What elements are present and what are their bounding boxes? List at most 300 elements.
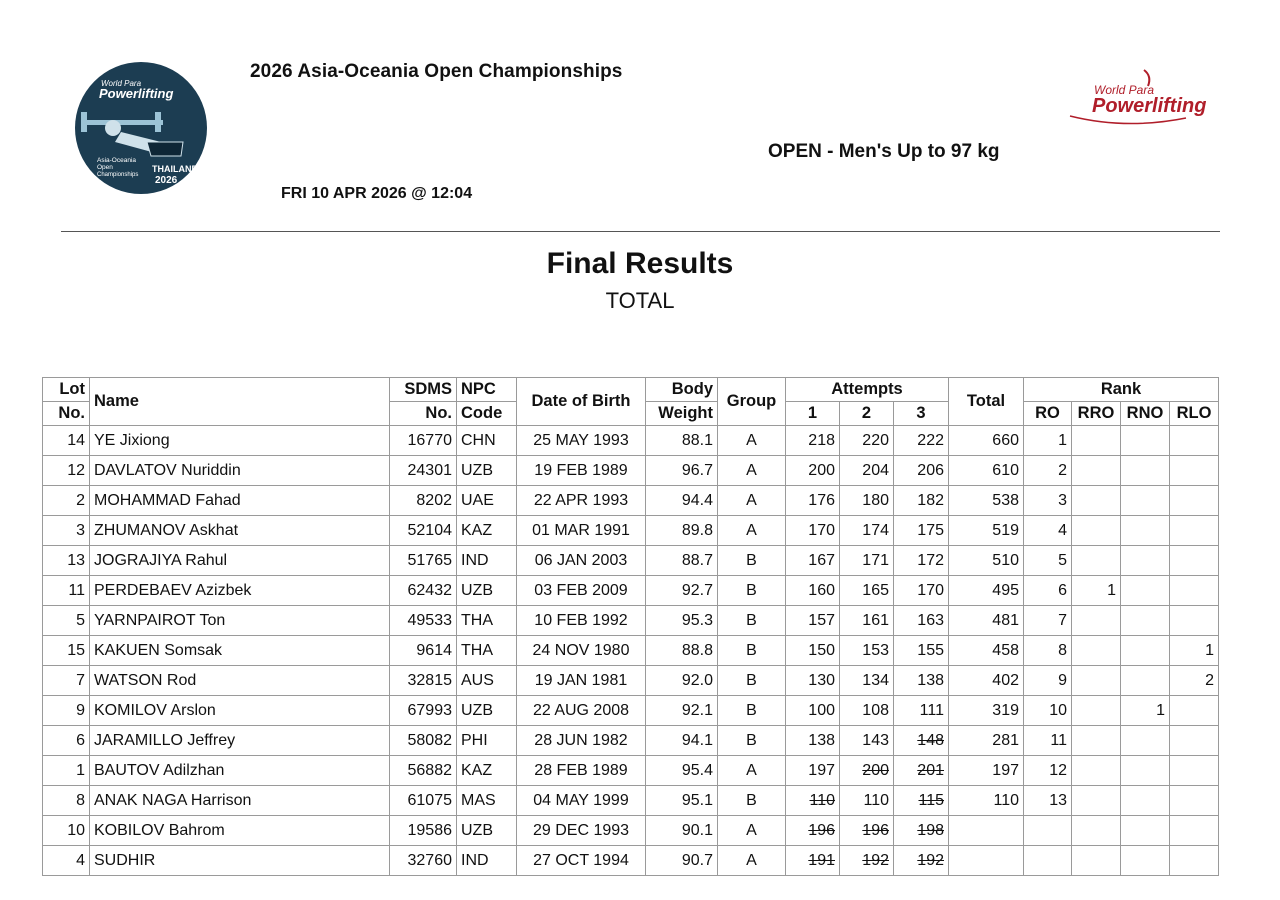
lot-cell: 9 (43, 696, 90, 726)
dob-cell: 04 MAY 1999 (517, 786, 646, 816)
npc-cell: MAS (457, 786, 517, 816)
svg-text:Open: Open (97, 164, 113, 171)
svg-text:Asia-Oceania: Asia-Oceania (97, 157, 137, 164)
rank-rno-cell (1121, 576, 1170, 606)
name-cell: YE Jixiong (90, 426, 390, 456)
rank-ro-cell: 9 (1024, 666, 1072, 696)
attempt1-cell (786, 846, 840, 876)
attempt-value: 111 (919, 701, 944, 719)
col-attempt-2: 2 (840, 402, 894, 426)
lot-cell: 6 (43, 726, 90, 756)
col-sdms-top: SDMS (390, 378, 457, 402)
bw-cell: 88.8 (646, 636, 718, 666)
rank-rno-cell (1121, 786, 1170, 816)
lot-cell: 12 (43, 456, 90, 486)
rank-rno-cell (1121, 666, 1170, 696)
col-sdms-bottom: No. (390, 402, 457, 426)
attempt1-cell (786, 636, 840, 666)
col-name: Name (90, 378, 390, 426)
rank-rno-cell (1121, 426, 1170, 456)
rank-rno-cell (1121, 816, 1170, 846)
rank-rlo-cell (1170, 786, 1219, 816)
attempt-value: 176 (808, 491, 835, 509)
attempt3-cell (894, 456, 949, 486)
table-row (43, 546, 1219, 576)
col-rank-ro: RO (1024, 402, 1072, 426)
name-cell: MOHAMMAD Fahad (90, 486, 390, 516)
rank-rno-cell (1121, 546, 1170, 576)
rank-rlo-cell (1170, 816, 1219, 846)
attempt-value: 130 (808, 671, 835, 689)
attempt3-cell (894, 486, 949, 516)
attempt-value: 196 (808, 821, 835, 839)
col-attempt-1: 1 (786, 402, 840, 426)
attempt-value: 148 (917, 731, 944, 749)
col-rank-rlo: RLO (1170, 402, 1219, 426)
table-row (43, 516, 1219, 546)
attempt1-cell (786, 516, 840, 546)
group-cell: B (718, 636, 786, 666)
name-cell: KOBILOV Bahrom (90, 816, 390, 846)
name-cell: SUDHIR (90, 846, 390, 876)
rank-rro-cell (1072, 726, 1121, 756)
table-row (43, 816, 1219, 846)
attempt1-cell (786, 666, 840, 696)
rank-ro-cell (1024, 816, 1072, 846)
attempt-value: 161 (862, 611, 889, 629)
lot-cell: 14 (43, 426, 90, 456)
attempt2-cell (840, 546, 894, 576)
attempt2-cell (840, 426, 894, 456)
npc-cell: UZB (457, 816, 517, 846)
dob-cell: 22 AUG 2008 (517, 696, 646, 726)
rank-rlo-cell: 1 (1170, 636, 1219, 666)
bw-cell: 88.7 (646, 546, 718, 576)
total-cell (949, 816, 1024, 846)
attempt1-cell (786, 756, 840, 786)
npc-cell: CHN (457, 426, 517, 456)
total-cell: 197 (949, 756, 1024, 786)
col-group: Group (718, 378, 786, 426)
bw-cell: 89.8 (646, 516, 718, 546)
npc-cell: THA (457, 606, 517, 636)
lot-cell: 11 (43, 576, 90, 606)
bw-cell: 88.1 (646, 426, 718, 456)
rank-rro-cell (1072, 696, 1121, 726)
attempt-value: 153 (862, 641, 889, 659)
attempt-value: 170 (808, 521, 835, 539)
name-cell: KAKUEN Somsak (90, 636, 390, 666)
rank-rno-cell: 1 (1121, 696, 1170, 726)
sdms-cell: 62432 (390, 576, 457, 606)
attempt-value: 138 (808, 731, 835, 749)
bw-cell: 96.7 (646, 456, 718, 486)
lot-cell: 4 (43, 846, 90, 876)
header-divider (61, 231, 1220, 232)
attempt-value: 157 (808, 611, 835, 629)
rank-rro-cell (1072, 516, 1121, 546)
name-cell: JOGRAJIYA Rahul (90, 546, 390, 576)
group-cell: A (718, 426, 786, 456)
npc-cell: KAZ (457, 756, 517, 786)
attempt-value: 150 (808, 641, 835, 659)
rank-rno-cell (1121, 516, 1170, 546)
group-cell: A (718, 846, 786, 876)
total-cell: 458 (949, 636, 1024, 666)
rank-rno-cell (1121, 606, 1170, 636)
table-row (43, 786, 1219, 816)
attempt-value: 200 (808, 461, 835, 479)
group-cell: A (718, 456, 786, 486)
attempt2-cell (840, 666, 894, 696)
lot-cell: 1 (43, 756, 90, 786)
attempt2-cell (840, 636, 894, 666)
group-cell: A (718, 516, 786, 546)
attempt-value: 110 (809, 791, 835, 809)
table-row (43, 606, 1219, 636)
sdms-cell: 67993 (390, 696, 457, 726)
dob-cell: 25 MAY 1993 (517, 426, 646, 456)
total-cell: 660 (949, 426, 1024, 456)
attempt-value: 196 (862, 821, 889, 839)
attempt-value: 155 (917, 641, 944, 659)
group-cell: B (718, 546, 786, 576)
group-cell: B (718, 576, 786, 606)
attempt-value: 192 (917, 851, 944, 869)
attempt1-cell (786, 726, 840, 756)
attempt-value: 218 (808, 431, 835, 449)
col-rank-rno: RNO (1121, 402, 1170, 426)
rank-ro-cell: 4 (1024, 516, 1072, 546)
attempt2-cell (840, 696, 894, 726)
npc-cell: KAZ (457, 516, 517, 546)
attempt3-cell (894, 426, 949, 456)
lot-cell: 8 (43, 786, 90, 816)
attempt-value: 175 (917, 521, 944, 539)
sdms-cell: 32815 (390, 666, 457, 696)
name-cell: JARAMILLO Jeffrey (90, 726, 390, 756)
attempt-value: 167 (808, 551, 835, 569)
attempt3-cell (894, 606, 949, 636)
attempt2-cell (840, 516, 894, 546)
npc-cell: UAE (457, 486, 517, 516)
attempt1-cell (786, 546, 840, 576)
lot-cell: 13 (43, 546, 90, 576)
attempt2-cell (840, 816, 894, 846)
attempt3-cell (894, 546, 949, 576)
npc-cell: PHI (457, 726, 517, 756)
attempt-value: 180 (862, 491, 889, 509)
rank-ro-cell: 10 (1024, 696, 1072, 726)
attempt-value: 170 (917, 581, 944, 599)
attempt1-cell (786, 486, 840, 516)
rank-rlo-cell (1170, 726, 1219, 756)
attempt3-cell (894, 696, 949, 726)
total-cell: 481 (949, 606, 1024, 636)
total-cell: 402 (949, 666, 1024, 696)
rank-rlo-cell (1170, 426, 1219, 456)
results-title: Final Results (546, 247, 734, 280)
total-cell: 510 (949, 546, 1024, 576)
attempt-value: 222 (917, 431, 944, 449)
rank-ro-cell: 13 (1024, 786, 1072, 816)
name-cell: ZHUMANOV Askhat (90, 516, 390, 546)
lot-cell: 5 (43, 606, 90, 636)
svg-text:World Para: World Para (1094, 83, 1155, 97)
total-cell: 519 (949, 516, 1024, 546)
dob-cell: 28 JUN 1982 (517, 726, 646, 756)
attempt3-cell (894, 516, 949, 546)
rank-rro-cell: 1 (1072, 576, 1121, 606)
group-cell: A (718, 816, 786, 846)
attempt-value: 138 (917, 671, 944, 689)
sdms-cell: 61075 (390, 786, 457, 816)
attempt2-cell (840, 486, 894, 516)
rank-rno-cell (1121, 636, 1170, 666)
rank-rlo-cell (1170, 696, 1219, 726)
bw-cell: 95.4 (646, 756, 718, 786)
bw-cell: 94.4 (646, 486, 718, 516)
table-row (43, 846, 1219, 876)
rank-rlo-cell (1170, 456, 1219, 486)
total-cell: 538 (949, 486, 1024, 516)
rank-rro-cell (1072, 486, 1121, 516)
attempt2-cell (840, 756, 894, 786)
lot-cell: 3 (43, 516, 90, 546)
name-cell: KOMILOV Arslon (90, 696, 390, 726)
bw-cell: 92.0 (646, 666, 718, 696)
event-title: 2026 Asia-Oceania Open Championships (250, 61, 623, 82)
rank-ro-cell: 2 (1024, 456, 1072, 486)
attempt-value: 100 (808, 701, 835, 719)
svg-text:2026: 2026 (155, 175, 178, 186)
rank-rlo-cell (1170, 546, 1219, 576)
attempt3-cell (894, 726, 949, 756)
total-cell: 319 (949, 696, 1024, 726)
rank-rno-cell (1121, 456, 1170, 486)
attempt1-cell (786, 426, 840, 456)
sdms-cell: 32760 (390, 846, 457, 876)
attempt3-cell (894, 756, 949, 786)
attempt-value: 172 (917, 551, 944, 569)
table-row (43, 666, 1219, 696)
bw-cell: 90.1 (646, 816, 718, 846)
rank-rno-cell (1121, 486, 1170, 516)
svg-text:World Para: World Para (101, 79, 142, 88)
name-cell: PERDEBAEV Azizbek (90, 576, 390, 606)
col-attempts: Attempts (786, 378, 949, 402)
attempt2-cell (840, 846, 894, 876)
total-cell: 495 (949, 576, 1024, 606)
group-cell: B (718, 726, 786, 756)
group-cell: B (718, 786, 786, 816)
table-row (43, 486, 1219, 516)
dob-cell: 24 NOV 1980 (517, 636, 646, 666)
rank-rno-cell (1121, 756, 1170, 786)
rank-rro-cell (1072, 756, 1121, 786)
rank-ro-cell: 1 (1024, 426, 1072, 456)
dob-cell: 22 APR 1993 (517, 486, 646, 516)
name-cell: BAUTOV Adilzhan (90, 756, 390, 786)
rank-rlo-cell (1170, 756, 1219, 786)
rank-rlo-cell (1170, 516, 1219, 546)
dob-cell: 10 FEB 1992 (517, 606, 646, 636)
sdms-cell: 19586 (390, 816, 457, 846)
rank-rlo-cell: 2 (1170, 666, 1219, 696)
name-cell: ANAK NAGA Harrison (90, 786, 390, 816)
group-cell: A (718, 486, 786, 516)
attempt-value: 198 (917, 821, 944, 839)
rank-rro-cell (1072, 456, 1121, 486)
attempt-value: 171 (862, 551, 889, 569)
sdms-cell: 49533 (390, 606, 457, 636)
rank-rno-cell (1121, 846, 1170, 876)
rank-ro-cell (1024, 846, 1072, 876)
attempt-value: 115 (918, 791, 944, 809)
rank-rlo-cell (1170, 846, 1219, 876)
name-cell: YARNPAIROT Ton (90, 606, 390, 636)
bw-cell: 95.1 (646, 786, 718, 816)
sdms-cell: 9614 (390, 636, 457, 666)
dob-cell: 27 OCT 1994 (517, 846, 646, 876)
npc-cell: IND (457, 546, 517, 576)
rank-rro-cell (1072, 546, 1121, 576)
results-body (43, 426, 1219, 876)
dob-cell: 01 MAR 1991 (517, 516, 646, 546)
group-cell: A (718, 756, 786, 786)
col-npc-top: NPC (457, 378, 517, 402)
rank-ro-cell: 5 (1024, 546, 1072, 576)
dob-cell: 03 FEB 2009 (517, 576, 646, 606)
rank-rro-cell (1072, 816, 1121, 846)
svg-text:Powerlifting: Powerlifting (99, 86, 174, 101)
table-row (43, 576, 1219, 606)
attempt3-cell (894, 816, 949, 846)
col-dob: Date of Birth (517, 378, 646, 426)
rank-rro-cell (1072, 606, 1121, 636)
name-cell: DAVLATOV Nuriddin (90, 456, 390, 486)
attempt2-cell (840, 606, 894, 636)
results-table (42, 377, 1219, 876)
col-attempt-3: 3 (894, 402, 949, 426)
weight-category: OPEN - Men's Up to 97 kg (768, 141, 1000, 162)
attempt-value: 108 (862, 701, 889, 719)
col-total: Total (949, 378, 1024, 426)
sdms-cell: 8202 (390, 486, 457, 516)
col-rank: Rank (1024, 378, 1219, 402)
attempt-value: 134 (862, 671, 889, 689)
attempt3-cell (894, 786, 949, 816)
attempt1-cell (786, 786, 840, 816)
attempt-value: 182 (917, 491, 944, 509)
dob-cell: 19 JAN 1981 (517, 666, 646, 696)
attempt2-cell (840, 576, 894, 606)
col-lot-top: Lot (43, 378, 90, 402)
world-para-powerlifting-logo (1066, 60, 1206, 126)
attempt-value: 206 (917, 461, 944, 479)
attempt1-cell (786, 576, 840, 606)
attempt-value: 191 (808, 851, 835, 869)
bw-cell: 92.1 (646, 696, 718, 726)
total-cell (949, 846, 1024, 876)
bw-cell: 95.3 (646, 606, 718, 636)
rank-rro-cell (1072, 666, 1121, 696)
table-row (43, 726, 1219, 756)
svg-text:THAILAND: THAILAND (152, 164, 198, 174)
rank-rlo-cell (1170, 576, 1219, 606)
sdms-cell: 56882 (390, 756, 457, 786)
rank-rlo-cell (1170, 486, 1219, 516)
lot-cell: 7 (43, 666, 90, 696)
attempt2-cell (840, 726, 894, 756)
attempt-value: 143 (862, 731, 889, 749)
sdms-cell: 24301 (390, 456, 457, 486)
sdms-cell: 16770 (390, 426, 457, 456)
col-rank-rro: RRO (1072, 402, 1121, 426)
total-cell: 110 (949, 786, 1024, 816)
sdms-cell: 52104 (390, 516, 457, 546)
attempt3-cell (894, 846, 949, 876)
rank-rro-cell (1072, 636, 1121, 666)
table-row (43, 456, 1219, 486)
rank-ro-cell: 12 (1024, 756, 1072, 786)
rank-ro-cell: 8 (1024, 636, 1072, 666)
attempt1-cell (786, 456, 840, 486)
sdms-cell: 51765 (390, 546, 457, 576)
bw-cell: 90.7 (646, 846, 718, 876)
dob-cell: 28 FEB 1989 (517, 756, 646, 786)
attempt-value: 174 (862, 521, 889, 539)
dob-cell: 19 FEB 1989 (517, 456, 646, 486)
svg-text:Powerlifting: Powerlifting (1092, 95, 1206, 117)
col-bw-top: Body (646, 378, 718, 402)
npc-cell: UZB (457, 696, 517, 726)
attempt-value: 197 (808, 761, 835, 779)
rank-ro-cell: 6 (1024, 576, 1072, 606)
rank-rro-cell (1072, 846, 1121, 876)
attempt1-cell (786, 696, 840, 726)
attempt2-cell (840, 456, 894, 486)
attempt-value: 165 (862, 581, 889, 599)
svg-text:Championships: Championships (97, 172, 139, 178)
rank-rro-cell (1072, 426, 1121, 456)
attempt-value: 220 (862, 431, 889, 449)
lot-cell: 10 (43, 816, 90, 846)
attempt-value: 160 (808, 581, 835, 599)
npc-cell: UZB (457, 576, 517, 606)
attempt-value: 163 (917, 611, 944, 629)
col-lot-bottom: No. (43, 402, 90, 426)
attempt-value: 110 (863, 791, 889, 809)
attempt-value: 192 (862, 851, 889, 869)
bw-cell: 92.7 (646, 576, 718, 606)
col-bw-bottom: Weight (646, 402, 718, 426)
rank-rlo-cell (1170, 606, 1219, 636)
table-row (43, 696, 1219, 726)
rank-rno-cell (1121, 726, 1170, 756)
attempt3-cell (894, 576, 949, 606)
total-cell: 281 (949, 726, 1024, 756)
attempt2-cell (840, 786, 894, 816)
npc-cell: AUS (457, 666, 517, 696)
bw-cell: 94.1 (646, 726, 718, 756)
attempt-value: 204 (862, 461, 889, 479)
table-row (43, 426, 1219, 456)
dob-cell: 29 DEC 1993 (517, 816, 646, 846)
attempt-value: 201 (917, 761, 944, 779)
npc-cell: IND (457, 846, 517, 876)
rank-rro-cell (1072, 786, 1121, 816)
